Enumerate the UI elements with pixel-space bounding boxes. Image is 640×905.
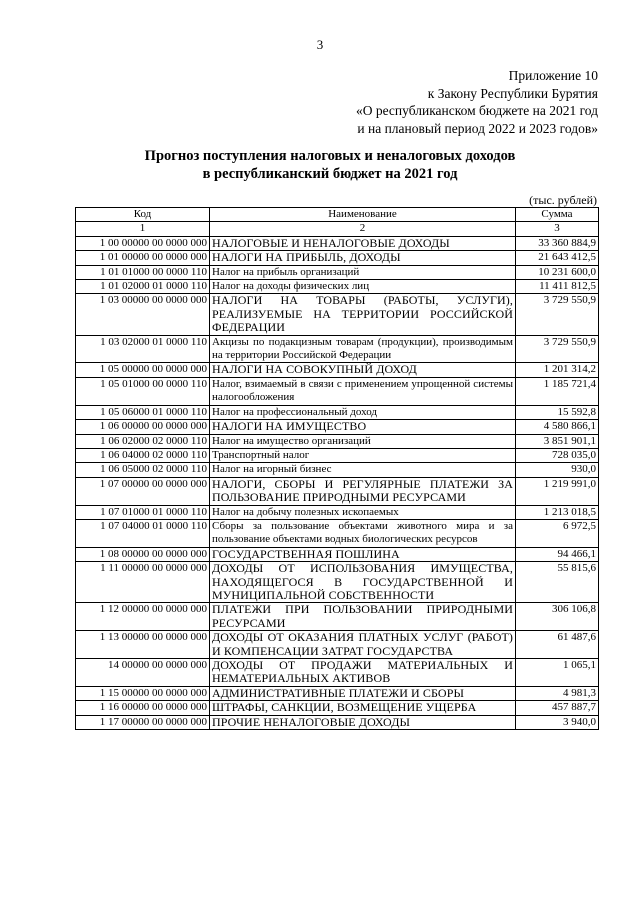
column-number: 2	[210, 222, 516, 236]
row-code: 1 00 00000 00 0000 000	[76, 236, 210, 250]
revenue-table	[75, 207, 599, 730]
row-sum: 1 219 991,0	[516, 477, 599, 505]
row-code: 1 03 02000 01 0000 110	[76, 335, 210, 363]
row-sum: 1 065,1	[516, 659, 599, 687]
row-name: Налог на профессиональный доход	[210, 405, 516, 419]
table-row	[76, 631, 599, 659]
row-sum: 3 729 550,9	[516, 335, 599, 363]
row-code: 1 05 00000 00 0000 000	[76, 363, 210, 377]
row-sum: 1 201 314,2	[516, 363, 599, 377]
row-name: Налог на имущество организаций	[210, 434, 516, 448]
row-code: 1 11 00000 00 0000 000	[76, 562, 210, 603]
appendix-line: и на плановый период 2022 и 2023 годов»	[357, 120, 598, 136]
row-sum: 4 981,3	[516, 686, 599, 700]
row-name: Налог, взимаемый в связи с применением упрощенной системы налогообложения	[210, 377, 516, 405]
row-sum: 11 411 812,5	[516, 280, 599, 294]
title-line-1: Прогноз поступления налоговых и неналоговых доходов	[144, 148, 516, 164]
table-row	[76, 434, 599, 448]
row-code: 1 17 00000 00 0000 000	[76, 715, 210, 729]
row-name: Сборы за пользование объектами животного мира и за пользование объектами водных биологических ресурсов	[210, 519, 516, 547]
row-code: 1 03 00000 00 0000 000	[76, 294, 210, 335]
appendix-line: «О республиканском бюджете на 2021 год	[355, 103, 598, 118]
row-code: 1 07 00000 00 0000 000	[76, 477, 210, 505]
page-number: 3	[316, 37, 324, 52]
table-row	[76, 505, 599, 519]
table-row	[76, 463, 599, 477]
header-sum: Сумма	[516, 208, 599, 222]
table-row	[76, 363, 599, 377]
table-row	[76, 236, 599, 250]
table-row	[76, 420, 599, 434]
row-code: 1 12 00000 00 0000 000	[76, 603, 210, 631]
units-label: (тыс. рублей)	[529, 193, 597, 207]
row-sum: 33 360 884,9	[516, 236, 599, 250]
table-header-row	[76, 208, 599, 222]
row-sum: 55 815,6	[516, 562, 599, 603]
row-name: НАЛОГИ НА ПРИБЫЛЬ, ДОХОДЫ	[210, 251, 516, 265]
row-code: 1 08 00000 00 0000 000	[76, 547, 210, 561]
row-name: НАЛОГИ НА ТОВАРЫ (РАБОТЫ, УСЛУГИ), РЕАЛИЗУЕМЫЕ НА ТЕРРИТОРИИ РОССИЙСКОЙ ФЕДЕРАЦИИ	[210, 294, 516, 335]
row-code: 1 06 00000 00 0000 000	[76, 420, 210, 434]
column-number: 3	[516, 222, 599, 236]
row-name: Налог на добычу полезных ископаемых	[210, 505, 516, 519]
row-name: ПРОЧИЕ НЕНАЛОГОВЫЕ ДОХОДЫ	[210, 715, 516, 729]
row-code: 1 07 01000 01 0000 110	[76, 505, 210, 519]
row-code: 1 05 01000 00 0000 110	[76, 377, 210, 405]
row-name: Налог на игорный бизнес	[210, 463, 516, 477]
row-code: 1 13 00000 00 0000 000	[76, 631, 210, 659]
row-name: Транспортный налог	[210, 448, 516, 462]
row-name: Акцизы по подакцизным товарам (продукции), производимым на территории Российской Федерации	[210, 335, 516, 363]
table-row	[76, 547, 599, 561]
row-code: 1 06 04000 02 0000 110	[76, 448, 210, 462]
row-sum: 61 487,6	[516, 631, 599, 659]
row-name: ПЛАТЕЖИ ПРИ ПОЛЬЗОВАНИИ ПРИРОДНЫМИ РЕСУРСАМИ	[210, 603, 516, 631]
row-name: НАЛОГОВЫЕ И НЕНАЛОГОВЫЕ ДОХОДЫ	[210, 236, 516, 250]
table-row	[76, 477, 599, 505]
row-sum: 306 106,8	[516, 603, 599, 631]
row-sum: 3 851 901,1	[516, 434, 599, 448]
row-code: 1 06 02000 02 0000 110	[76, 434, 210, 448]
row-name: НАЛОГИ НА СОВОКУПНЫЙ ДОХОД	[210, 363, 516, 377]
table-row	[76, 562, 599, 603]
table-row	[76, 377, 599, 405]
row-sum: 4 580 866,1	[516, 420, 599, 434]
row-code: 1 05 06000 01 0000 110	[76, 405, 210, 419]
row-sum: 930,0	[516, 463, 599, 477]
row-sum: 3 729 550,9	[516, 294, 599, 335]
row-name: Налог на доходы физических лиц	[210, 280, 516, 294]
appendix-line: Приложение 10	[508, 68, 598, 83]
table-row	[76, 335, 599, 363]
column-number: 1	[76, 222, 210, 236]
table-row	[76, 659, 599, 687]
document-title	[60, 147, 600, 183]
header-code: Код	[76, 208, 210, 222]
table-row	[76, 448, 599, 462]
row-name: АДМИНИСТРАТИВНЫЕ ПЛАТЕЖИ И СБОРЫ	[210, 686, 516, 700]
row-name: ДОХОДЫ ОТ ПРОДАЖИ МАТЕРИАЛЬНЫХ И НЕМАТЕРИАЛЬНЫХ АКТИВОВ	[210, 659, 516, 687]
table-row	[76, 294, 599, 335]
row-code: 1 01 00000 00 0000 000	[76, 251, 210, 265]
row-name: НАЛОГИ НА ИМУЩЕСТВО	[210, 420, 516, 434]
appendix-line: к Закону Республики Бурятия	[427, 85, 598, 101]
table-row	[76, 603, 599, 631]
row-code: 1 15 00000 00 0000 000	[76, 686, 210, 700]
row-sum: 1 185 721,4	[516, 377, 599, 405]
table-row	[76, 265, 599, 279]
row-sum: 94 466,1	[516, 547, 599, 561]
row-code: 1 01 02000 01 0000 110	[76, 280, 210, 294]
column-number-row	[76, 222, 599, 236]
row-name: ДОХОДЫ ОТ ИСПОЛЬЗОВАНИЯ ИМУЩЕСТВА, НАХОДЯЩЕГОСЯ В ГОСУДАРСТВЕННОЙ И МУНИЦИПАЛЬНОЙ СОБСТВЕННОСТИ	[210, 562, 516, 603]
table-row	[76, 701, 599, 715]
row-sum: 1 213 018,5	[516, 505, 599, 519]
row-name: ДОХОДЫ ОТ ОКАЗАНИЯ ПЛАТНЫХ УСЛУГ (РАБОТ) И КОМПЕНСАЦИИ ЗАТРАТ ГОСУДАРСТВА	[210, 631, 516, 659]
row-sum: 728 035,0	[516, 448, 599, 462]
table-row	[76, 251, 599, 265]
table-row	[76, 405, 599, 419]
row-code: 1 16 00000 00 0000 000	[76, 701, 210, 715]
table-body	[76, 236, 599, 729]
row-sum: 6 972,5	[516, 519, 599, 547]
row-sum: 15 592,8	[516, 405, 599, 419]
row-sum: 10 231 600,0	[516, 265, 599, 279]
row-name: НАЛОГИ, СБОРЫ И РЕГУЛЯРНЫЕ ПЛАТЕЖИ ЗА ПОЛЬЗОВАНИЕ ПРИРОДНЫМИ РЕСУРСАМИ	[210, 477, 516, 505]
table-row	[76, 280, 599, 294]
row-code: 14 00000 00 0000 000	[76, 659, 210, 687]
row-name: ШТРАФЫ, САНКЦИИ, ВОЗМЕЩЕНИЕ УЩЕРБА	[210, 701, 516, 715]
row-name: Налог на прибыль организаций	[210, 265, 516, 279]
row-name: ГОСУДАРСТВЕННАЯ ПОШЛИНА	[210, 547, 516, 561]
row-sum: 457 887,7	[516, 701, 599, 715]
table-row	[76, 686, 599, 700]
table-row	[76, 715, 599, 729]
row-sum: 3 940,0	[516, 715, 599, 729]
table-row	[76, 519, 599, 547]
header-name: Наименование	[210, 208, 516, 222]
row-code: 1 06 05000 02 0000 110	[76, 463, 210, 477]
title-line-2: в республиканский бюджет на 2021 год	[202, 166, 458, 182]
row-sum: 21 643 412,5	[516, 251, 599, 265]
row-code: 1 01 01000 00 0000 110	[76, 265, 210, 279]
row-code: 1 07 04000 01 0000 110	[76, 519, 210, 547]
appendix-header	[356, 67, 598, 137]
